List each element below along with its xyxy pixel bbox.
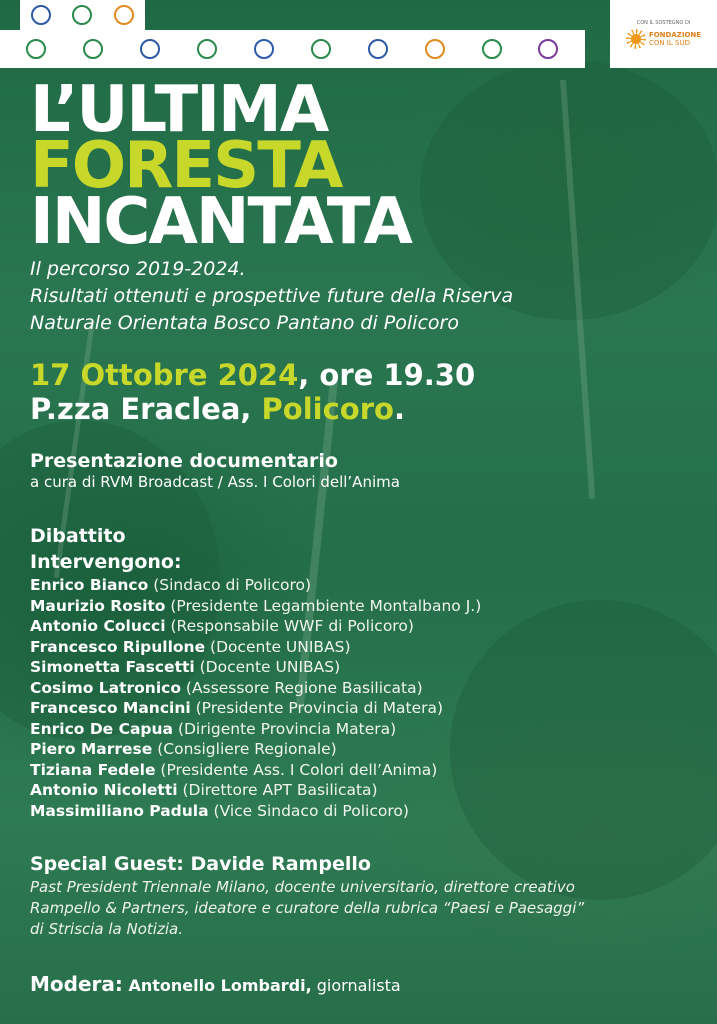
cnr-logo xyxy=(254,39,274,59)
speaker-row xyxy=(30,698,481,719)
speaker-role: (Docente UNIBAS) xyxy=(205,637,351,656)
speaker-name: Tiziana Fedele xyxy=(30,760,156,779)
title-line-2: FORESTA xyxy=(30,129,342,203)
partner-logos-strip xyxy=(0,30,585,68)
speaker-row xyxy=(30,575,481,596)
event-date xyxy=(30,358,475,392)
speaker-role: (Presidente Legambiente Montalbano J.) xyxy=(165,596,482,615)
legambiente-logo xyxy=(83,39,103,59)
title-line-3: INCANTATA xyxy=(30,185,411,259)
provincia-matera-logo xyxy=(72,5,92,25)
speaker-role: (Dirigente Provincia Matera) xyxy=(173,719,397,738)
moderator-label: Modera: xyxy=(30,972,123,996)
title-line-1: L’ULTIMA xyxy=(30,73,328,147)
speaker-row xyxy=(30,657,481,678)
partner-logo xyxy=(26,39,46,59)
speaker-role: (Vice Sindaco di Policoro) xyxy=(208,801,409,820)
partner-logo xyxy=(368,39,388,59)
speaker-row xyxy=(30,616,481,637)
speakers-list xyxy=(30,575,481,821)
partner-logo xyxy=(197,39,217,59)
speaker-role: (Consigliere Regionale) xyxy=(152,740,337,758)
special-guest-description xyxy=(30,877,584,940)
subtitle-line: Il percorso 2019-2024. xyxy=(30,258,246,280)
sponsor-caption: CON IL SOSTEGNO DI xyxy=(636,19,691,26)
speaker-name: Maurizio Rosito xyxy=(30,596,166,615)
speaker-row xyxy=(30,801,481,822)
subtitle-line: Risultati ottenuti e prospettive future della Riserva xyxy=(30,285,514,307)
fondazione-con-il-sud-logo xyxy=(610,0,717,68)
speaker-row xyxy=(30,719,481,740)
foliage-shape xyxy=(450,600,717,900)
speaker-role: (Direttore APT Basilicata) xyxy=(177,781,378,799)
moderator-name: Antonello Lombardi, xyxy=(122,976,312,995)
partner-logo xyxy=(140,39,160,59)
speaker-name: Piero Marrese xyxy=(30,740,153,758)
regione-basilicata-logo xyxy=(31,5,51,25)
sponsor-name-line1: FONDAZIONE xyxy=(648,30,702,39)
event-place-city: Policoro xyxy=(261,392,394,426)
speaker-name: Antonio Nicoletti xyxy=(30,781,178,799)
speaker-role: (Presidente Ass. I Colori dell’Anima) xyxy=(155,760,438,779)
subtitle-line: Naturale Orientata Bosco Pantano di Policoro xyxy=(30,312,459,334)
speaker-name: Cosimo Latronico xyxy=(30,678,181,697)
speaker-name: Enrico De Capua xyxy=(30,719,174,738)
partner-logo xyxy=(538,39,558,59)
speaker-row xyxy=(30,760,481,781)
speaker-row xyxy=(30,678,481,699)
speaker-name: Francesco Ripullone xyxy=(30,637,206,656)
presentation-detail: a cura di RVM Broadcast / Ass. I Colori dell’Anima xyxy=(30,473,400,491)
guest-desc-line: Past President Triennale Milano, docente universitario, direttore creativo xyxy=(30,878,575,896)
sun-icon xyxy=(626,29,646,49)
partner-logo xyxy=(311,39,331,59)
sponsor-name-line2: CON IL SUD xyxy=(648,38,690,47)
presentation-heading: Presentazione documentario xyxy=(30,450,338,472)
moderator xyxy=(30,972,401,998)
event-time: , ore 19.30 xyxy=(298,358,476,392)
institution-logos-top xyxy=(20,0,145,30)
special-guest-heading: Special Guest: Davide Rampello xyxy=(30,853,371,875)
guest-desc-line: Rampello & Partners, ideatore e curatore della rubrica “Paesi e Paesaggi” xyxy=(30,899,585,917)
event-place-suffix: . xyxy=(393,392,405,426)
speaker-row xyxy=(30,780,481,801)
speaker-row xyxy=(30,596,481,617)
speakers-heading: Intervengono: xyxy=(30,551,182,573)
speaker-row xyxy=(30,637,481,658)
speaker-name: Antonio Colucci xyxy=(30,617,166,635)
speaker-name: Simonetta Fascetti xyxy=(30,658,195,676)
speaker-name: Enrico Bianco xyxy=(30,576,149,594)
guest-desc-line: di Striscia la Notizia. xyxy=(30,920,183,938)
speaker-role: (Presidente Provincia di Matera) xyxy=(190,699,444,717)
moderator-role: giornalista xyxy=(311,976,401,995)
event-place xyxy=(30,392,405,426)
event-place-square: P.zza Eraclea, xyxy=(30,392,262,426)
speaker-role: (Sindaco di Policoro) xyxy=(148,576,312,594)
speaker-row xyxy=(30,739,481,760)
debate-heading: Dibattito xyxy=(30,525,126,547)
speaker-role: (Responsabile WWF di Policoro) xyxy=(165,617,414,635)
subtitle xyxy=(30,256,513,337)
speaker-name: Francesco Mancini xyxy=(30,699,191,717)
partner-logo xyxy=(482,39,502,59)
speaker-role: (Assessore Regione Basilicata) xyxy=(180,678,423,697)
citta-di-policoro-logo xyxy=(114,5,134,25)
speaker-name: Massimiliano Padula xyxy=(30,801,209,820)
partner-logo xyxy=(425,39,445,59)
event-date-day: 17 Ottobre 2024 xyxy=(30,358,299,392)
speaker-role: (Docente UNIBAS) xyxy=(194,658,341,676)
